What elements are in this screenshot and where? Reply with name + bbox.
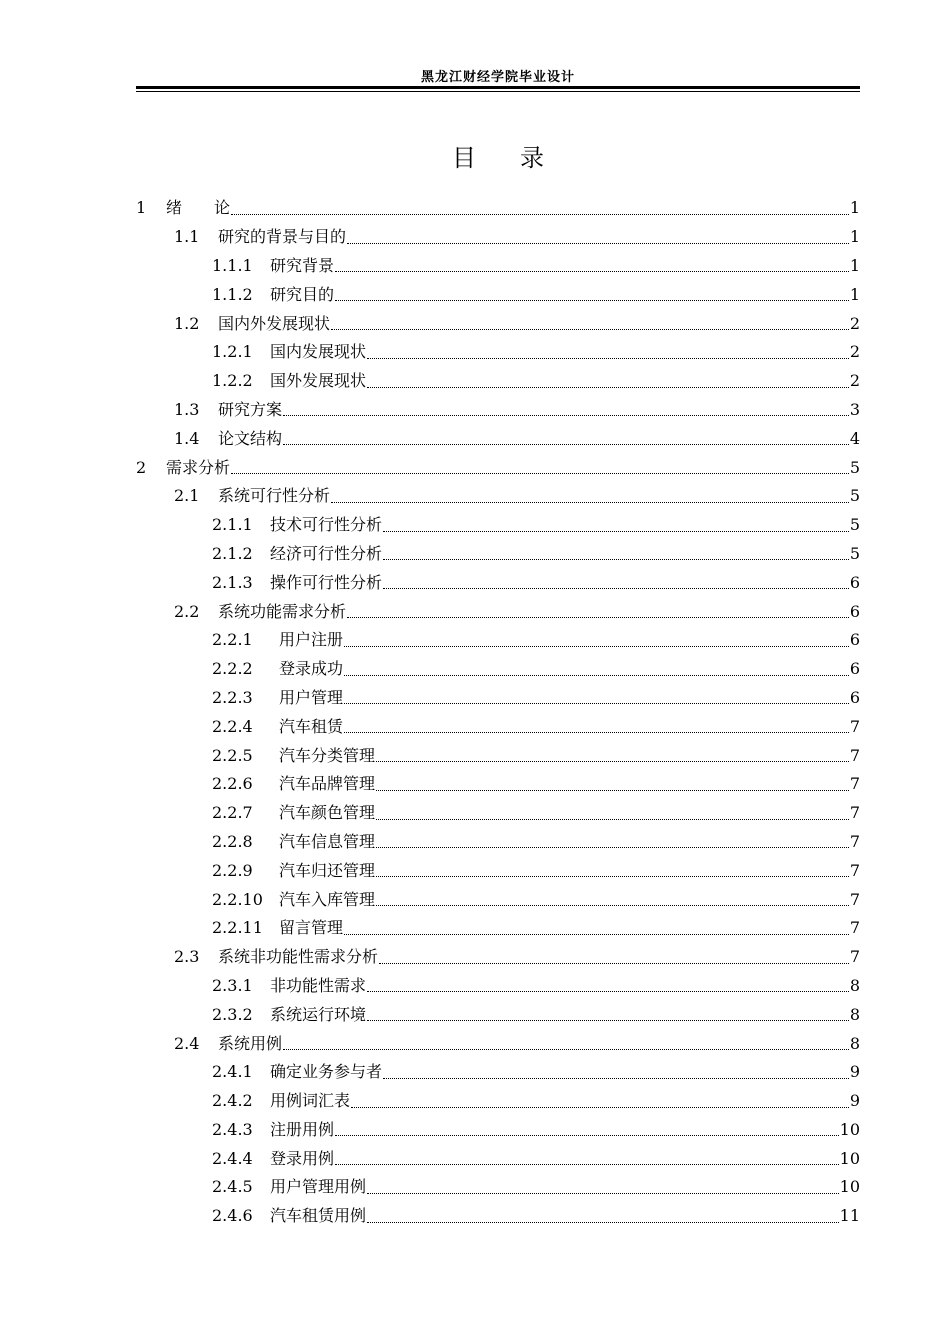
toc-entry-label: 研究目的 bbox=[270, 284, 335, 304]
toc-entry-page: 7 bbox=[849, 918, 860, 938]
toc-entry-number: 1.2 bbox=[174, 313, 200, 333]
toc-entry-page: 5 bbox=[849, 515, 860, 535]
toc-entry[interactable] bbox=[136, 914, 860, 943]
toc-entry-number: 2.4.6 bbox=[212, 1206, 253, 1226]
toc-entry-label: 注册用例 bbox=[270, 1119, 335, 1139]
toc-entry-label: 国内发展现状 bbox=[270, 342, 367, 362]
toc-dot-leader bbox=[231, 214, 849, 215]
toc-entry-number: 2.2.2 bbox=[212, 659, 253, 679]
toc-dot-leader bbox=[331, 329, 849, 330]
toc-dot-leader bbox=[376, 761, 849, 762]
toc-entry-number: 2.1 bbox=[174, 486, 200, 506]
page-header: 黑龙江财经学院毕业设计 bbox=[420, 70, 575, 85]
toc-entry-page: 7 bbox=[849, 716, 860, 736]
toc-dot-leader bbox=[344, 675, 849, 676]
toc-entry-number: 2.4.5 bbox=[212, 1177, 253, 1197]
toc-entry-label: 国内外发展现状 bbox=[218, 313, 331, 333]
toc-entry-number: 1.1 bbox=[174, 227, 200, 247]
toc-entry[interactable] bbox=[136, 684, 860, 713]
toc-entry-number: 2.2.4 bbox=[212, 716, 253, 736]
toc-title: 目录 bbox=[452, 144, 588, 172]
toc-entry-page: 10 bbox=[839, 1148, 860, 1168]
toc-entry-label: 汽车品牌管理 bbox=[279, 774, 376, 794]
toc-entry-number: 2.2.5 bbox=[212, 745, 253, 765]
toc-entry-label: 非功能性需求 bbox=[270, 975, 367, 995]
toc-entry[interactable] bbox=[136, 972, 860, 1001]
toc-entry[interactable] bbox=[136, 396, 860, 425]
toc-entry-page: 7 bbox=[849, 803, 860, 823]
toc-entry-number: 1.1.2 bbox=[212, 284, 253, 304]
toc-entry-label: 国外发展现状 bbox=[270, 371, 367, 391]
toc-entry-number: 2.3.1 bbox=[212, 975, 253, 995]
toc-dot-leader bbox=[344, 646, 849, 647]
toc-dot-leader bbox=[335, 1164, 839, 1165]
toc-entry-number: 2 bbox=[136, 457, 147, 477]
toc-entry-label: 系统非功能性需求分析 bbox=[218, 947, 379, 967]
toc-entry-label: 系统可行性分析 bbox=[218, 486, 331, 506]
toc-entry-number: 2.2.6 bbox=[212, 774, 253, 794]
toc-dot-leader bbox=[367, 991, 849, 992]
toc-entry[interactable] bbox=[136, 367, 860, 396]
toc-entry[interactable] bbox=[136, 741, 860, 770]
toc-entry-page: 9 bbox=[849, 1091, 860, 1111]
toc-entry-label: 用户注册 bbox=[279, 630, 344, 650]
toc-dot-leader bbox=[283, 1049, 849, 1050]
toc-entry-page: 9 bbox=[849, 1062, 860, 1082]
toc-entry-label: 汽车归还管理 bbox=[279, 860, 376, 880]
toc-dot-leader bbox=[376, 790, 849, 791]
toc-dot-leader bbox=[367, 1020, 849, 1021]
toc-entry-label: 需求分析 bbox=[166, 457, 231, 477]
toc-entry[interactable] bbox=[136, 1173, 860, 1202]
toc-entry-label: 用户管理用例 bbox=[270, 1177, 367, 1197]
toc-entry[interactable] bbox=[136, 712, 860, 741]
toc-entry-number: 1.2.1 bbox=[212, 342, 253, 362]
toc-entry[interactable] bbox=[136, 252, 860, 281]
toc-entry-page: 1 bbox=[849, 198, 860, 218]
toc-entry-number: 2.2.7 bbox=[212, 803, 253, 823]
header-rule-thick bbox=[136, 86, 860, 89]
toc-entry-number: 2.2.9 bbox=[212, 860, 253, 880]
toc-entry-number: 2.2.3 bbox=[212, 687, 253, 707]
toc-entry-number: 2.4.3 bbox=[212, 1119, 253, 1139]
toc-entry-label: 绪 论 bbox=[166, 198, 231, 218]
toc-entry-page: 7 bbox=[849, 889, 860, 909]
toc-entry[interactable] bbox=[136, 770, 860, 799]
toc-entry-page: 7 bbox=[849, 774, 860, 794]
toc-entry-label: 研究背景 bbox=[270, 255, 335, 275]
toc-entry-label: 汽车租赁 bbox=[279, 716, 344, 736]
toc-entry-page: 6 bbox=[849, 630, 860, 650]
toc-dot-leader bbox=[347, 243, 849, 244]
toc-entry-label: 操作可行性分析 bbox=[270, 572, 383, 592]
toc-entry-page: 6 bbox=[849, 687, 860, 707]
toc-entry[interactable] bbox=[136, 280, 860, 309]
toc-entry[interactable] bbox=[136, 1144, 860, 1173]
toc-entry-label: 汽车入库管理 bbox=[279, 889, 376, 909]
toc-dot-leader bbox=[231, 473, 849, 474]
toc-entry-label: 汽车信息管理 bbox=[279, 831, 376, 851]
toc-dot-leader bbox=[331, 502, 849, 503]
toc-entry[interactable] bbox=[136, 856, 860, 885]
toc-dot-leader bbox=[283, 444, 849, 445]
toc-entry-page: 11 bbox=[839, 1206, 860, 1226]
toc-entry-label: 汽车颜色管理 bbox=[279, 803, 376, 823]
toc-entry-label: 论文结构 bbox=[218, 428, 283, 448]
toc-dot-leader bbox=[347, 617, 849, 618]
toc-entry-page: 5 bbox=[849, 486, 860, 506]
toc-entry-page: 8 bbox=[849, 975, 860, 995]
toc-dot-leader bbox=[367, 358, 849, 359]
toc-dot-leader bbox=[344, 732, 849, 733]
toc-entry-label: 系统运行环境 bbox=[270, 1004, 367, 1024]
toc-dot-leader bbox=[351, 1107, 849, 1108]
toc-entry-label: 登录成功 bbox=[279, 659, 344, 679]
toc-entry-number: 2.1.1 bbox=[212, 515, 253, 535]
toc-entry-page: 8 bbox=[849, 1033, 860, 1053]
toc-entry-number: 2.3 bbox=[174, 947, 200, 967]
toc-entry-number: 1.2.2 bbox=[212, 371, 253, 391]
toc-entry-label: 系统功能需求分析 bbox=[218, 601, 347, 621]
toc-entry-page: 7 bbox=[849, 860, 860, 880]
toc-entry[interactable] bbox=[136, 1029, 860, 1058]
toc-dot-leader bbox=[367, 1222, 839, 1223]
toc-entry[interactable] bbox=[136, 626, 860, 655]
toc-entry-number: 2.1.3 bbox=[212, 572, 253, 592]
toc-dot-leader bbox=[379, 963, 849, 964]
toc-entry-label: 技术可行性分析 bbox=[270, 515, 383, 535]
toc-entry-label: 用例词汇表 bbox=[270, 1091, 351, 1111]
toc-entry-label: 留言管理 bbox=[279, 918, 344, 938]
toc-entry[interactable] bbox=[136, 799, 860, 828]
toc-entry-number: 1.3 bbox=[174, 399, 200, 419]
toc-entry[interactable] bbox=[136, 943, 860, 972]
toc-entry[interactable] bbox=[136, 1058, 860, 1087]
toc-entry-page: 2 bbox=[849, 371, 860, 391]
toc-entry-page: 2 bbox=[849, 313, 860, 333]
toc-dot-leader bbox=[335, 300, 849, 301]
toc-entry-label: 确定业务参与者 bbox=[270, 1062, 383, 1082]
toc-entry[interactable] bbox=[136, 540, 860, 569]
toc-entry-number: 2.1.2 bbox=[212, 543, 253, 563]
toc-entry-page: 7 bbox=[849, 831, 860, 851]
toc-entry-label: 汽车分类管理 bbox=[279, 745, 376, 765]
toc-entry-page: 7 bbox=[849, 745, 860, 765]
toc-entry[interactable] bbox=[136, 482, 860, 511]
toc-dot-leader bbox=[383, 531, 849, 532]
toc-entry-label: 研究方案 bbox=[218, 399, 283, 419]
toc-dot-leader bbox=[367, 1193, 839, 1194]
toc-entry-number: 2.2.1 bbox=[212, 630, 253, 650]
toc-entry-page: 7 bbox=[849, 947, 860, 967]
toc-entry-number: 2.4.2 bbox=[212, 1091, 253, 1111]
toc-entry-page: 6 bbox=[849, 659, 860, 679]
toc-entry-page: 6 bbox=[849, 601, 860, 621]
table-of-contents bbox=[136, 194, 860, 1231]
toc-entry-number: 1 bbox=[136, 198, 147, 218]
toc-dot-leader bbox=[376, 905, 849, 906]
toc-entry-page: 3 bbox=[849, 399, 860, 419]
toc-entry-page: 10 bbox=[839, 1177, 860, 1197]
toc-entry[interactable] bbox=[136, 511, 860, 540]
toc-entry-label: 登录用例 bbox=[270, 1148, 335, 1168]
toc-entry[interactable] bbox=[136, 1087, 860, 1116]
toc-entry-number: 1.4 bbox=[174, 428, 200, 448]
toc-entry-page: 4 bbox=[849, 428, 860, 448]
toc-entry-label: 汽车租赁用例 bbox=[270, 1206, 367, 1226]
toc-entry[interactable] bbox=[136, 568, 860, 597]
header-rule-thin bbox=[136, 91, 860, 92]
toc-entry[interactable] bbox=[136, 655, 860, 684]
toc-entry[interactable] bbox=[136, 338, 860, 367]
toc-entry[interactable] bbox=[136, 597, 860, 626]
toc-entry-number: 2.2.10 bbox=[212, 889, 263, 909]
toc-entry-page: 1 bbox=[849, 255, 860, 275]
toc-dot-leader bbox=[376, 819, 849, 820]
toc-dot-leader bbox=[383, 588, 849, 589]
toc-entry-page: 6 bbox=[849, 572, 860, 592]
toc-entry[interactable] bbox=[136, 309, 860, 338]
toc-dot-leader bbox=[335, 1135, 839, 1136]
toc-entry[interactable] bbox=[136, 1202, 860, 1231]
toc-dot-leader bbox=[383, 559, 849, 560]
toc-entry-page: 8 bbox=[849, 1004, 860, 1024]
toc-dot-leader bbox=[283, 415, 849, 416]
toc-entry-page: 5 bbox=[849, 457, 860, 477]
toc-entry-label: 研究的背景与目的 bbox=[218, 227, 347, 247]
toc-entry-number: 2.2 bbox=[174, 601, 200, 621]
toc-entry-page: 5 bbox=[849, 543, 860, 563]
toc-dot-leader bbox=[376, 847, 849, 848]
toc-entry[interactable] bbox=[136, 194, 860, 223]
toc-dot-leader bbox=[335, 271, 849, 272]
toc-entry-page: 10 bbox=[839, 1119, 860, 1139]
toc-entry[interactable] bbox=[136, 885, 860, 914]
toc-entry-number: 2.4.1 bbox=[212, 1062, 253, 1082]
toc-dot-leader bbox=[376, 876, 849, 877]
toc-entry-number: 2.4.4 bbox=[212, 1148, 253, 1168]
toc-entry[interactable] bbox=[136, 453, 860, 482]
toc-dot-leader bbox=[383, 1078, 849, 1079]
toc-entry[interactable] bbox=[136, 424, 860, 453]
toc-entry-number: 2.4 bbox=[174, 1033, 200, 1053]
toc-entry-number: 2.2.8 bbox=[212, 831, 253, 851]
toc-entry-page: 1 bbox=[849, 227, 860, 247]
toc-entry-label: 系统用例 bbox=[218, 1033, 283, 1053]
toc-entry-page: 1 bbox=[849, 284, 860, 304]
toc-entry-label: 用户管理 bbox=[279, 687, 344, 707]
toc-entry[interactable] bbox=[136, 223, 860, 252]
toc-entry[interactable] bbox=[136, 1116, 860, 1145]
toc-entry[interactable] bbox=[136, 828, 860, 857]
toc-entry-label: 经济可行性分析 bbox=[270, 543, 383, 563]
toc-entry-number: 2.2.11 bbox=[212, 918, 263, 938]
toc-entry-page: 2 bbox=[849, 342, 860, 362]
toc-dot-leader bbox=[344, 703, 849, 704]
toc-entry-number: 1.1.1 bbox=[212, 255, 253, 275]
toc-dot-leader bbox=[344, 934, 849, 935]
toc-entry-number: 2.3.2 bbox=[212, 1004, 253, 1024]
toc-dot-leader bbox=[367, 387, 849, 388]
toc-entry[interactable] bbox=[136, 1000, 860, 1029]
